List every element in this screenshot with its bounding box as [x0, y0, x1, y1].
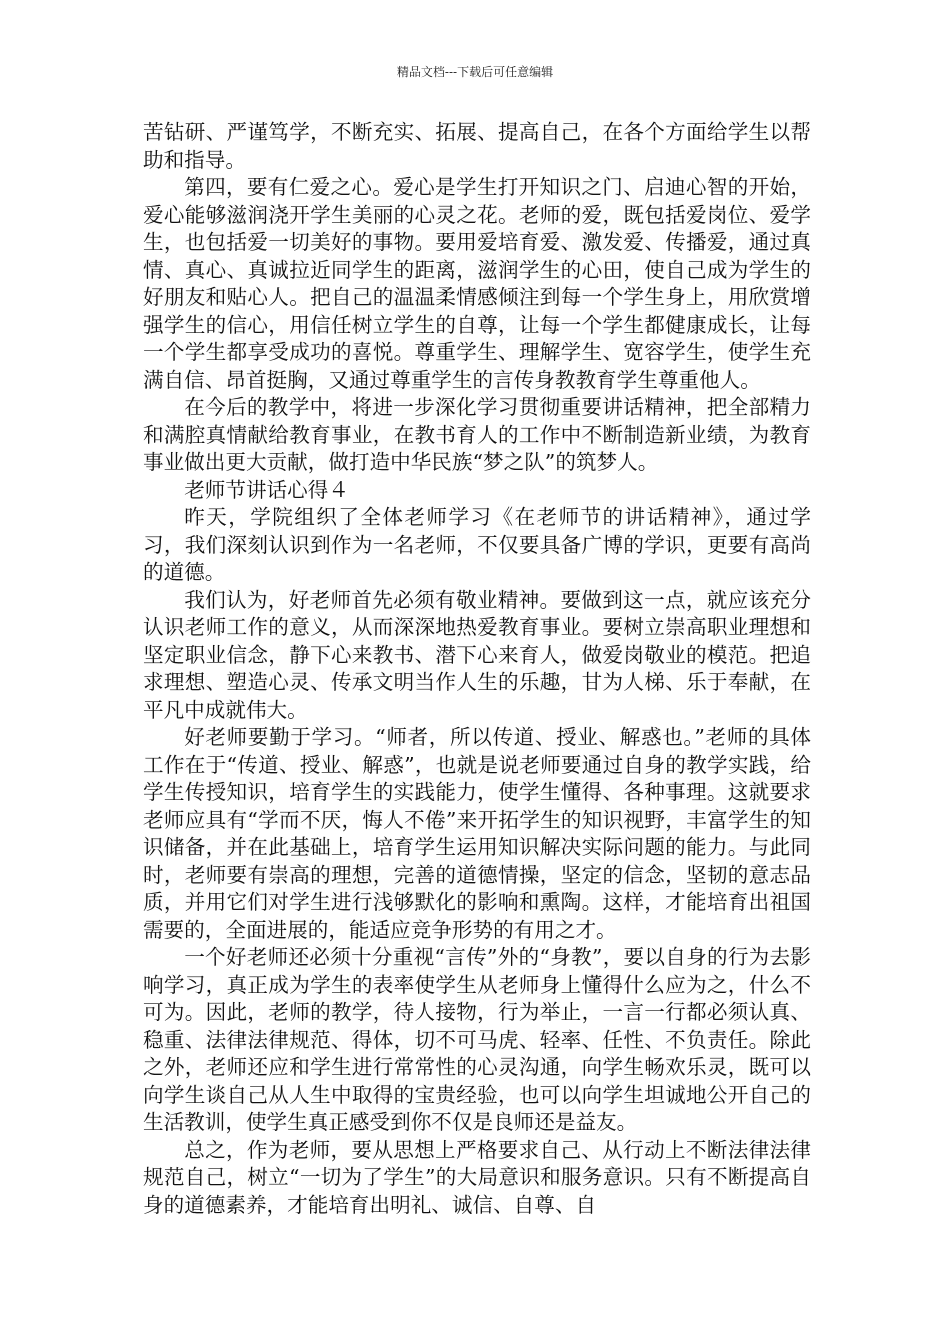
paragraph-continuation: 苦钻研、严谨笃学，不断充实、拓展、提高自己，在各个方面给学生以帮助和指导。 — [143, 120, 811, 172]
paragraph-learning: 好老师要勤于学习。“师者，所以传道、授业、解惑也。”老师的具体工作在于“传道、授业、解惑”，也就是说老师要通过自身的教学实践，给学生传授知识，培育学生的实践能力，使学生懂得、各种事理。这就要求老师应具有“学而不厌，悔人不倦”来开拓学生的知识视野，丰富学生的知识储备，并在此基础上，培育学生运用知识解决实际问题的能力。与此同时，老师要有崇高的理想，完善的道德情操，坚定的信念，坚韧的意志品质，并用它们对学生进行浅够默化的影响和熏陶。这样，才能培育出祖国需要的，全面进展的，能适应竞争形势的有用之才。 — [143, 725, 811, 942]
page-header: 精品文档---下载后可任意编辑 — [396, 65, 554, 79]
document-body — [143, 119, 811, 1219]
paragraph-conclusion: 总之，作为老师，要从思想上严格要求自己、从行动上不断法律法律规范自己，树立“一切为了学生”的大局意识和服务意识。只有不断提高自身的道德素养，才能培育出明礼、诚信、自尊、自 — [143, 1137, 811, 1217]
paragraph-yesterday: 昨天，学院组织了全体老师学习《在老师节的讲话精神》，通过学习，我们深刻认识到作为一名老师，不仅要具备广博的学识，更要有高尚的道德。 — [143, 505, 811, 584]
paragraph-future-teaching: 在今后的教学中，将进一步深化学习贯彻重要讲话精神，把全部精力和满腔真情献给教育事业，在教书育人的工作中不断制造新业绩，为教育事业做出更大贡献，做打造中华民族“梦之队”的筑梦人。 — [143, 395, 811, 474]
paragraph-example: 一个好老师还必须十分重视“言传”外的“身教”，要以自身的行为去影响学习，真正成为学生的表率使学生从老师身上懂得什么应为之，什么不可为。因此，老师的教学，待人接物，行为举止，一言一行都必须认真、稳重、法律法律规范、得体，切不可马虎、轻率、任性、不负责任。除此之外，老师还应和学生进行常常性的心灵沟通，向学生畅欢乐灵，既可以向学生谈自己从人生中取得的宝贵经验，也可以向学生坦诚地公开自己的生活教训，使学生真正感受到你不仅是良师还是益友。 — [143, 945, 811, 1134]
paragraph-dedication: 我们认为，好老师首先必须有敬业精神。要做到这一点，就应该充分认识老师工作的意义，从而深深地热爱教育事业。要树立崇高职业理想和坚定职业信念，静下心来教书、潜下心来育人，做爱岗敬业的模范。把追求理想、塑造心灵、传承文明当作人生的乐趣，甘为人梯、乐于奉献，在平凡中成就伟大。 — [143, 587, 811, 722]
paragraph-fourth-point: 第四，要有仁爱之心。爱心是学生打开知识之门、启迪心智的开始，爱心能够滋润浇开学生美丽的心灵之花。老师的爱，既包括爱岗位、爱学生，也包括爱一切美好的事物。要用爱培育爱、激发爱、传播爱，通过真情、真心、真诚拉近同学生的距离，滋润学生的心田，使自己成为学生的好朋友和贴心人。把自己的温温柔情感倾注到每一个学生身上，用欣赏增强学生的信心，用信任树立学生的自尊，让每一个学生都健康成长，让每一个学生都享受成功的喜悦。尊重学生、理解学生、宽容学生，使学生充满自信、昂首挺胸，又通过尊重学生的言传身教教育学生尊重他人。 — [143, 175, 811, 392]
section-heading: 老师节讲话心得４ — [184, 477, 349, 502]
